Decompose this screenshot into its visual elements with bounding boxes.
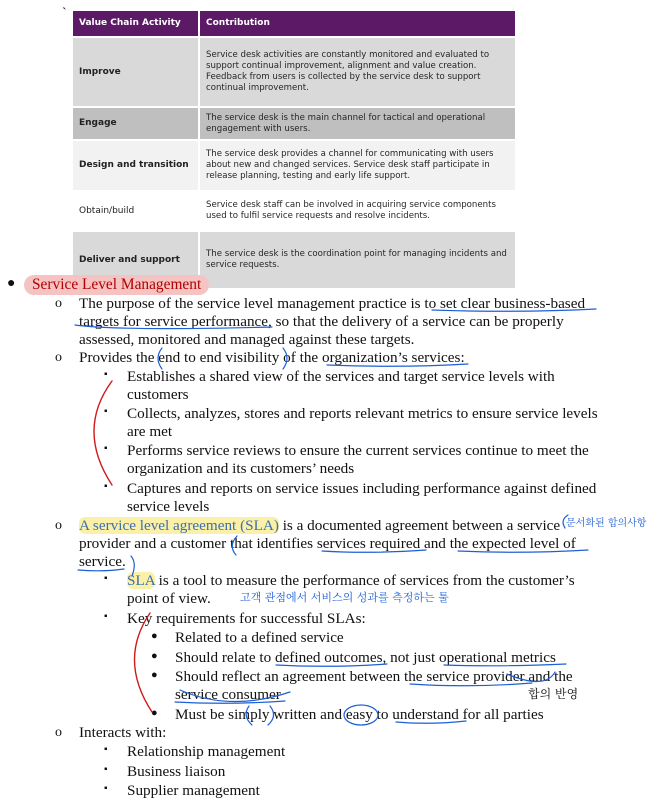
bracket-stroke xyxy=(94,381,112,485)
contribution-cell: Service desk staff can be involved in acquiring service components used to fulfil service requests and resolve incidents. xyxy=(199,191,516,231)
interacts-item: Relationship management xyxy=(127,743,286,760)
table-row xyxy=(73,37,516,107)
provides-item: Collects, analyzes, stores and reports relevant metrics to ensure service levels xyxy=(127,405,598,422)
interacts-line: Interacts with: xyxy=(79,724,167,741)
activity-cell: Improve xyxy=(73,37,199,107)
section-bullet: ● xyxy=(7,276,16,291)
sla-definition-line: service. xyxy=(79,553,126,570)
provides-item: Captures and reports on service issues including performance against defined xyxy=(127,480,597,497)
dot-bullet: ● xyxy=(151,669,158,681)
provides-item: are met xyxy=(127,423,173,440)
provides-item: service levels xyxy=(127,498,210,515)
sub-bullet: o xyxy=(55,350,62,365)
key-item: Must be simply written and easy to understand for all parties xyxy=(175,706,544,723)
square-bullet: ▪ xyxy=(104,744,108,755)
square-bullet: ▪ xyxy=(104,406,108,417)
sla-highlight: A service level agreement (SLA) xyxy=(79,517,279,534)
handwritten-note: 고객 관점에서 서비스의 성과를 측정하는 툴 xyxy=(240,591,449,604)
purpose-line: targets for service performance, so that the delivery of a service can be properly xyxy=(79,313,564,330)
provides-line: Provides the end to end visibility of the organization’s services: xyxy=(79,349,465,366)
provides-item: Establishes a shared view of the services and target service levels with xyxy=(127,368,555,385)
activity-cell: Deliver and support xyxy=(73,231,199,288)
key-requirements-line: Key requirements for successful SLAs: xyxy=(127,610,366,627)
activity-cell: Obtain/build xyxy=(73,191,199,231)
table-row xyxy=(73,140,516,191)
interacts-item: Business liaison xyxy=(127,763,226,780)
contribution-cell: Service desk activities are constantly monitored and evaluated to support continual improvement, alignment and value creation. Feedback from users is collected by the service desk to support continual improvement. xyxy=(199,37,516,107)
square-bullet: ▪ xyxy=(104,611,108,622)
sub-bullet: o xyxy=(55,518,62,533)
header-contribution: Contribution xyxy=(199,11,516,37)
value-chain-table xyxy=(73,11,517,288)
purpose-line: The purpose of the service level management practice is to set clear business-based xyxy=(79,295,586,312)
contribution-cell: The service desk is the main channel for tactical and operational engagement with users. xyxy=(199,107,516,140)
dot-bullet: ● xyxy=(151,630,158,642)
handwritten-note: 합의 반영 xyxy=(528,687,579,701)
provides-item: Performs service reviews to ensure the current services continue to meet the xyxy=(127,442,589,459)
sub-bullet: o xyxy=(55,725,62,740)
table-header-row xyxy=(73,11,516,37)
sla-definition-line: provider and a customer that identifies services required and the expected level of xyxy=(79,535,576,552)
key-item: service consumer xyxy=(175,686,281,703)
contribution-cell: The service desk provides a channel for communicating with users about new and changed services. Service desk staff participate in release planning, testing and early life support. xyxy=(199,140,516,191)
dot-bullet: ● xyxy=(151,650,158,662)
section-title: Service Level Management xyxy=(24,275,209,295)
purpose-line: assessed, monitored and managed against these targets. xyxy=(79,331,415,348)
table-row xyxy=(73,191,516,231)
activity-cell: Design and transition xyxy=(73,140,199,191)
sub-bullet: o xyxy=(55,296,62,311)
square-bullet: ▪ xyxy=(104,783,108,794)
contribution-cell: The service desk is the coordination point for managing incidents and service requests. xyxy=(199,231,516,288)
provides-item: organization and its customers’ needs xyxy=(127,460,355,477)
sla-tool-highlight: SLA xyxy=(127,572,155,589)
activity-cell: Engage xyxy=(73,107,199,140)
table-row xyxy=(73,107,516,140)
square-bullet: ▪ xyxy=(104,369,108,380)
key-item: Related to a defined service xyxy=(175,629,344,646)
square-bullet: ▪ xyxy=(104,764,108,775)
dot-bullet: ● xyxy=(151,707,158,719)
square-bullet: ▪ xyxy=(104,481,108,492)
stray-mark: ` xyxy=(62,6,67,21)
sla-definition-line: A service level agreement (SLA) is a documented agreement between a service xyxy=(79,517,561,534)
sla-tool-line: SLA is a tool to measure the performance of services from the customer’s xyxy=(127,572,575,589)
handwritten-note: 문서화된 합의사항 xyxy=(566,518,647,529)
square-bullet: ▪ xyxy=(104,573,108,584)
key-item: Should reflect an agreement between the service provider and the xyxy=(175,668,573,685)
key-item: Should relate to defined outcomes, not just operational metrics xyxy=(175,649,556,666)
interacts-item: Supplier management xyxy=(127,782,260,799)
square-bullet: ▪ xyxy=(104,443,108,454)
provides-item: customers xyxy=(127,386,189,403)
header-activity: Value Chain Activity xyxy=(73,11,199,37)
sla-tool-line: point of view. xyxy=(127,590,211,607)
